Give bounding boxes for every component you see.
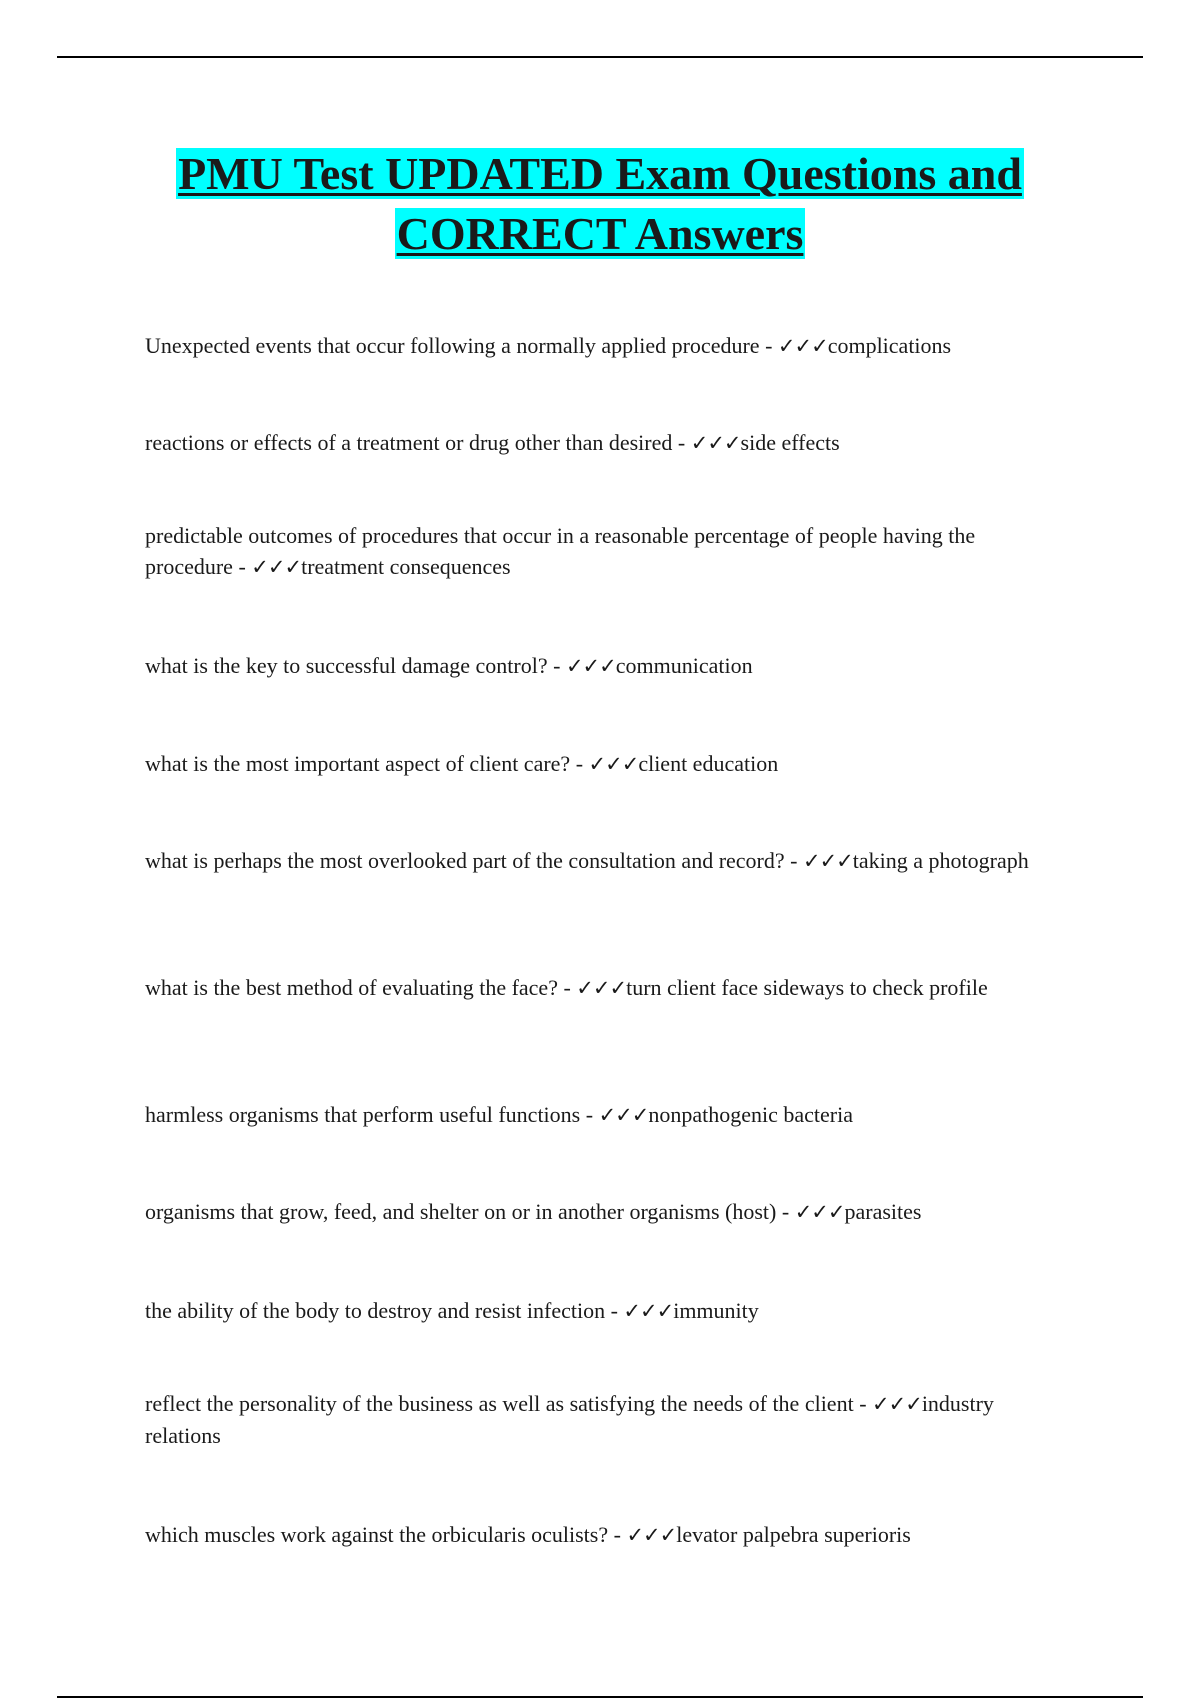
qa-item (145, 650, 1045, 682)
answer-text: side effects (740, 430, 840, 455)
qa-item (145, 1519, 1045, 1551)
check-marks-icon: ✓✓✓ (598, 1103, 649, 1127)
answer-text: levator palpebra superioris (676, 1522, 911, 1547)
answer-text: client education (638, 751, 779, 776)
qa-item (145, 845, 1045, 877)
separator: - (547, 653, 566, 678)
separator: - (580, 1102, 599, 1127)
separator: - (672, 430, 691, 455)
separator: - (853, 1391, 873, 1416)
answer-text: communication (615, 653, 753, 678)
qa-item (145, 1099, 1045, 1131)
answer-text: parasites (844, 1199, 922, 1224)
answer-text: industry relations (145, 1391, 994, 1448)
answer-text: immunity (673, 1298, 759, 1323)
top-rule (57, 56, 1143, 58)
check-marks-icon: ✓✓✓ (626, 1523, 677, 1547)
answer-text: turn client face sideways to check profile (626, 975, 988, 1000)
answer-text: treatment consequences (301, 554, 511, 579)
check-marks-icon: ✓✓✓ (872, 1392, 922, 1416)
question-text: organisms that grow, feed, and shelter on or in another organisms (host) (145, 1199, 777, 1224)
separator: - (232, 554, 252, 579)
qa-item (145, 748, 1045, 780)
question-text: Unexpected events that occur following a normally applied procedure (145, 333, 760, 358)
separator: - (605, 1298, 624, 1323)
check-marks-icon: ✓✓✓ (588, 752, 639, 776)
check-marks-icon: ✓✓✓ (576, 976, 627, 1000)
answer-text: nonpathogenic bacteria (648, 1102, 853, 1127)
qa-item (145, 1196, 1045, 1228)
qa-item (145, 427, 1045, 459)
question-text: harmless organisms that perform useful functions (145, 1102, 581, 1127)
check-marks-icon: ✓✓✓ (251, 555, 302, 579)
qa-item (145, 330, 1045, 362)
question-text: which muscles work against the orbicularis oculists? (145, 1522, 609, 1547)
check-marks-icon: ✓✓✓ (690, 431, 741, 455)
separator: - (759, 333, 778, 358)
title-line-2: CORRECT Answers (396, 208, 804, 259)
question-text: reactions or effects of a treatment or drug other than desired (145, 430, 673, 455)
question-text: what is perhaps the most overlooked part of the consultation and record? (145, 848, 785, 873)
separator: - (608, 1522, 627, 1547)
separator: - (784, 848, 803, 873)
question-text: the ability of the body to destroy and resist infection (145, 1298, 606, 1323)
qa-item (145, 520, 1045, 583)
qa-item (145, 1295, 1045, 1327)
check-marks-icon: ✓✓✓ (777, 334, 828, 358)
title-line-1: PMU Test UPDATED Exam Questions and (178, 148, 1022, 199)
check-marks-icon: ✓✓✓ (623, 1299, 674, 1323)
separator: - (570, 751, 589, 776)
document-title (100, 144, 1100, 264)
question-text: predictable outcomes of procedures that occur in a reasonable percentage of people having the procedure (145, 523, 976, 579)
answer-text: complications (827, 333, 952, 358)
check-marks-icon: ✓✓✓ (794, 1200, 845, 1224)
question-text: reflect the personality of the business as well as satisfying the needs of the client (145, 1391, 854, 1416)
bottom-rule (57, 1696, 1143, 1698)
separator: - (557, 975, 577, 1000)
check-marks-icon: ✓✓✓ (802, 849, 853, 873)
separator: - (776, 1199, 795, 1224)
question-text: what is the key to successful damage control? (145, 653, 548, 678)
check-marks-icon: ✓✓✓ (565, 654, 616, 678)
qa-item (145, 972, 1045, 1004)
question-text: what is the most important aspect of client care? (145, 751, 571, 776)
qa-item (145, 1388, 1045, 1451)
answer-text: taking a photograph (852, 848, 1029, 873)
question-text: what is the best method of evaluating the face? (145, 975, 558, 1000)
